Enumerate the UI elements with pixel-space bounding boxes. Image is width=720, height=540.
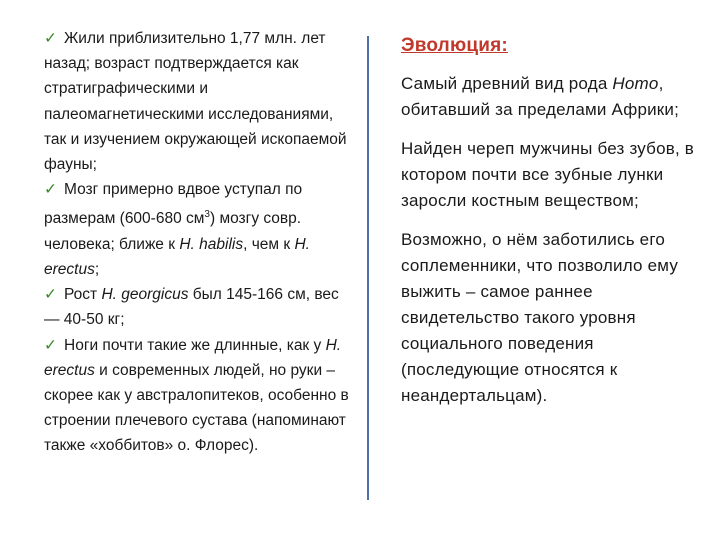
- list-item: ✓ Мозг примерно вдвое уступал по размерам (600-680 $см^3$) мозгу совр. человека; ближе к H. habilis, чем к H. erectus;: [44, 181, 310, 278]
- list-item: ✓ Жили приблизительно 1,77 млн. лет назад; возраст подтверждается как стратиграфическими и палеомагнетическими исследованиями, так и изучением окружающей ископаемой фауны;: [44, 30, 347, 174]
- checkmark-icon: ✓: [44, 30, 57, 47]
- paragraph-social-behavior: Возможно, о нём заботились его соплеменники, что позволило ему выжить – самое раннее свидетельство такого уровня социального поведения (последующие относятся к неандертальцам).: [401, 230, 679, 405]
- checkmark-icon: ✓: [44, 286, 57, 304]
- list-item: ✓ Рост H. georgicus был 145-166 см, вес — 40-50 кг;: [44, 286, 339, 329]
- left-column: [44, 26, 356, 459]
- column-divider: [367, 36, 369, 500]
- right-column: [401, 33, 706, 409]
- list-item: ✓ Ноги почти такие же длинные, как у H. erectus и современных людей, но руки – скорее как у австралопитеков, особенно в строении плечевого сустава (напоминают также «хоббитов» о. Флорес).: [44, 336, 349, 455]
- checkmark-icon: ✓: [44, 181, 57, 199]
- section-title: Эволюция:: [401, 35, 508, 56]
- paragraph-oldest-species: Самый древний вид рода Homo, обитавший за пределами Африки;: [401, 74, 680, 119]
- checkmark-icon: ✓: [44, 336, 57, 354]
- paragraph-skull-found: Найден череп мужчины без зубов, в котором почти все зубные лунки заросли костным веществом;: [401, 139, 695, 210]
